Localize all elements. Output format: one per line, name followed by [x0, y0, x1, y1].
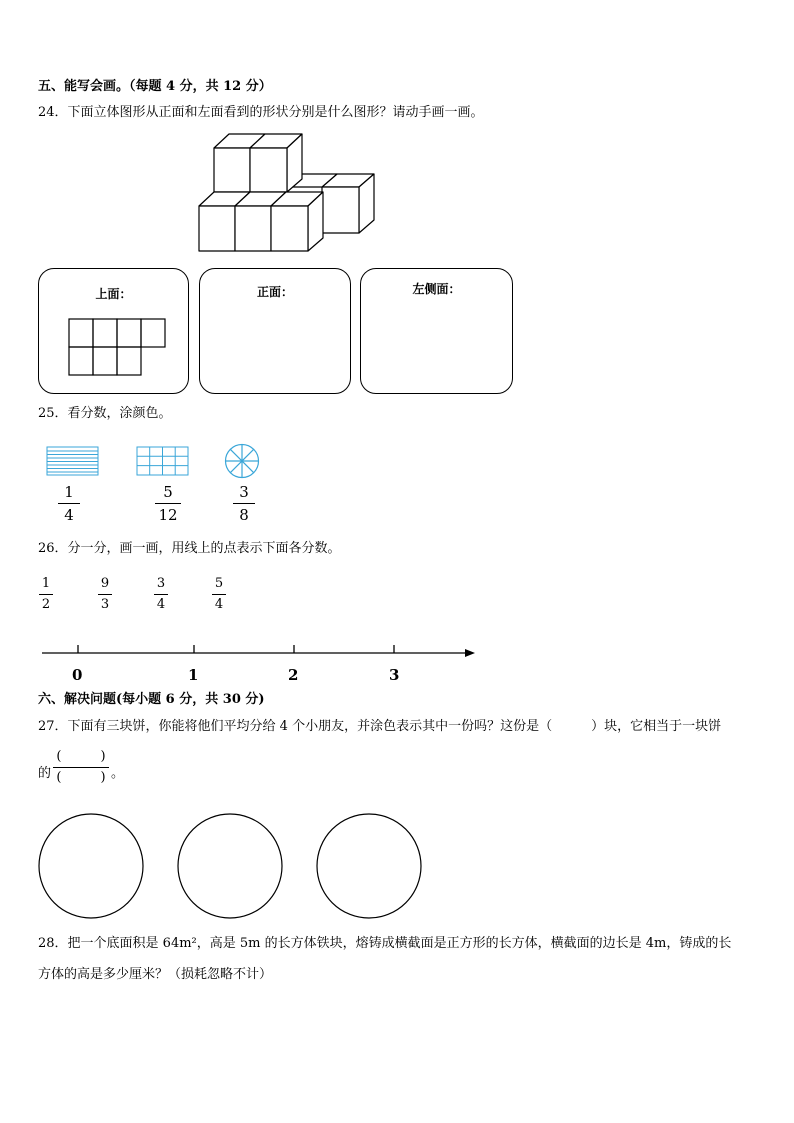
- fraction-numerator: 3: [156, 576, 166, 591]
- divided-circle-shape[interactable]: [224, 443, 260, 479]
- top-view-grid: [69, 319, 169, 377]
- tick-label-1: 1: [188, 666, 199, 684]
- cube-front-face: [235, 206, 271, 251]
- fraction-1-2: [37, 576, 55, 613]
- section-5-title: 五、能写会画。（每题 4 分，共 12 分）: [38, 79, 272, 94]
- fraction-bar: [154, 594, 168, 595]
- fraction-bar: [58, 503, 80, 504]
- fraction-numerator: 1: [41, 576, 51, 591]
- question-28-line-2: 方体的高是多少厘米？（损耗忽略不计）: [38, 967, 273, 982]
- fraction-numerator: 5: [214, 576, 224, 591]
- front-view-label: 正面：: [256, 285, 293, 299]
- fraction-numerator: 9: [100, 576, 110, 591]
- cube-front-face: [214, 148, 250, 192]
- question-25-text: 25．看分数，涂颜色。: [38, 406, 172, 421]
- fraction-numerator: 5: [163, 483, 173, 501]
- fraction-bar: [53, 767, 109, 768]
- fraction-numerator-blank[interactable]: ( ): [56, 749, 106, 764]
- fraction-denominator: 4: [214, 597, 224, 612]
- fraction-bar: [98, 594, 112, 595]
- cube-front-face: [271, 206, 308, 251]
- question-26-text: 26．分一分，画一画，用线上的点表示下面各分数。: [38, 541, 341, 556]
- question-24-text: 24．下面立体图形从正面和左面看到的形状分别是什么图形？请动手画一画。: [38, 105, 484, 120]
- fraction-5-4: [210, 576, 228, 613]
- fraction-bar: [212, 594, 226, 595]
- answer-fraction-blank[interactable]: [52, 749, 110, 786]
- question-27-text: 27．下面有三块饼，你能将他们平均分给 4 个小朋友，并涂色表示其中一份吗？这份是（ ）块，它相当于一块饼: [38, 719, 722, 734]
- grid-rectangle-shape[interactable]: [136, 446, 190, 476]
- top-view-label: 上面：: [95, 287, 132, 301]
- fraction-denominator: 8: [239, 506, 249, 524]
- cake-circle[interactable]: [316, 813, 422, 919]
- cube-front-face: [199, 206, 235, 251]
- section-6-title: 六、解决问题(每小题 6 分，共 30 分): [38, 692, 265, 707]
- number-line[interactable]: [40, 640, 480, 664]
- fraction-numerator: 3: [239, 483, 249, 501]
- tick-label-3: 3: [389, 666, 400, 684]
- tick-label-0: 0: [72, 666, 83, 684]
- fraction-3-8: [232, 483, 256, 524]
- fraction-denominator-blank[interactable]: ( ): [56, 770, 106, 785]
- fraction-9-3: [96, 576, 114, 613]
- fraction-denominator: 12: [158, 506, 178, 524]
- fraction-bar: [233, 503, 255, 504]
- striped-rectangle-shape[interactable]: [46, 446, 100, 476]
- fraction-5-12: [154, 483, 182, 524]
- fraction-numerator: 1: [64, 483, 74, 501]
- question-28-line-1: 28．把一个底面积是 64m²，高是 5m 的长方体铁块，熔铸成横截面是正方形的长方体，横截面的边长是 4m，铸成的长: [38, 936, 732, 951]
- front-view-box[interactable]: [199, 268, 351, 394]
- cube-front-face: [322, 187, 359, 233]
- left-view-box[interactable]: [360, 268, 513, 394]
- question-27-suffix: 。: [111, 766, 125, 781]
- left-view-label: 左侧面：: [412, 282, 461, 296]
- fraction-3-4: [152, 576, 170, 613]
- cake-circle[interactable]: [38, 813, 144, 919]
- fraction-bar: [155, 503, 181, 504]
- question-27-prefix: 的: [38, 766, 52, 781]
- fraction-denominator: 3: [100, 597, 110, 612]
- fraction-1-4: [57, 483, 81, 524]
- top-view-box: [38, 268, 189, 394]
- fraction-bar: [39, 594, 53, 595]
- cake-circle[interactable]: [177, 813, 283, 919]
- cube-figure: [195, 128, 380, 256]
- cube-front-face: [250, 148, 287, 192]
- fraction-denominator: 2: [41, 597, 51, 612]
- fraction-denominator: 4: [156, 597, 166, 612]
- tick-label-2: 2: [288, 666, 299, 684]
- fraction-denominator: 4: [64, 506, 74, 524]
